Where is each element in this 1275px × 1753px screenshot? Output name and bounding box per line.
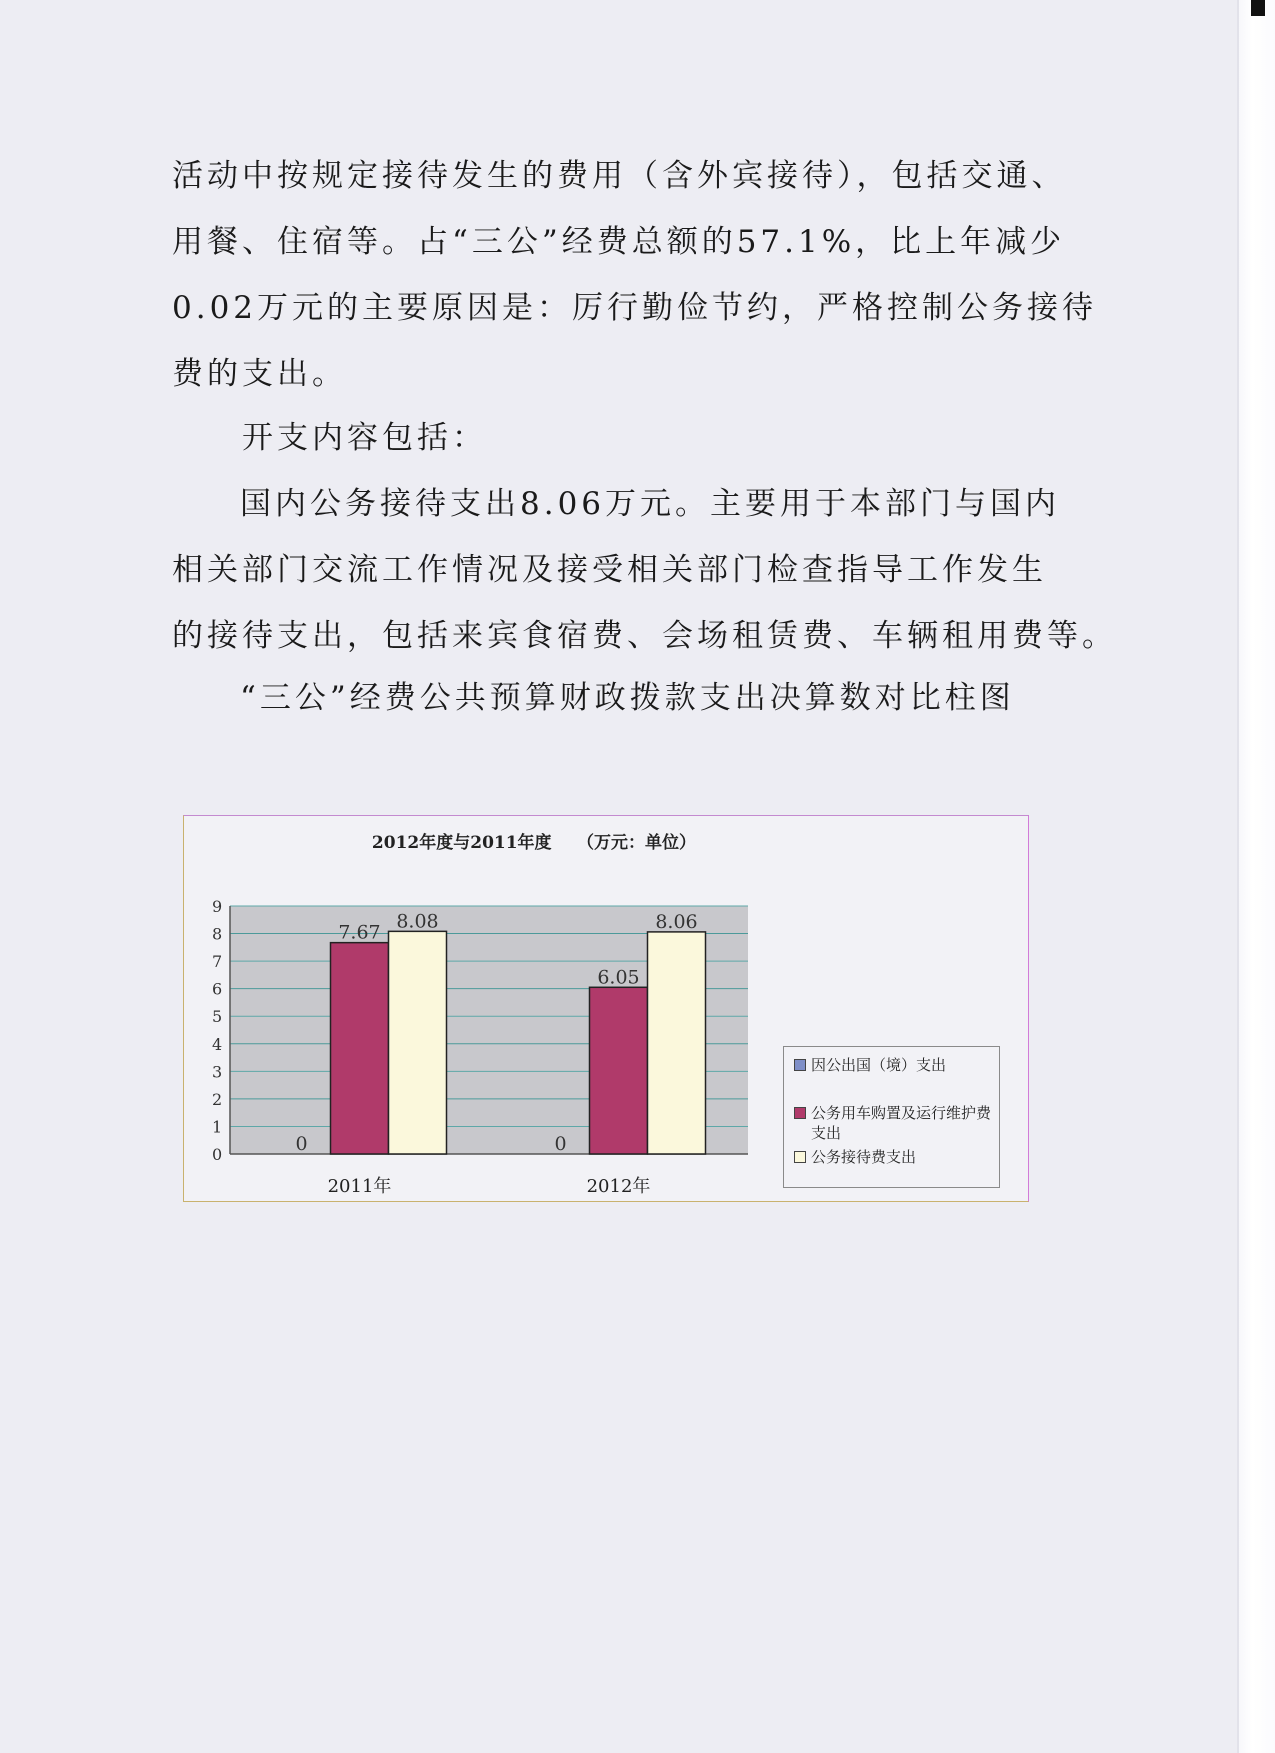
bar — [648, 932, 706, 1154]
legend-item — [794, 1103, 996, 1143]
bar-value-label: 7.67 — [338, 921, 381, 944]
legend-label: 因公出国（境）支出 — [811, 1056, 947, 1074]
paragraph-line: 0.02万元的主要原因是：厉行勤俭节约，严格控制公务接待 — [172, 290, 1098, 326]
scan-corner-mark — [1251, 0, 1265, 16]
y-tick-label: 8 — [212, 924, 223, 944]
y-tick-label: 9 — [212, 897, 223, 916]
legend-swatch-cream — [794, 1151, 806, 1163]
chart-title: 2012年度与2011年度 （万元：单位） — [371, 833, 697, 853]
legend-label: 公务接待费支出 — [811, 1148, 917, 1166]
paragraph-line: 活动中按规定接待发生的费用（含外宾接待），包括交通、 — [172, 158, 1067, 194]
bar-value-label: 0 — [295, 1133, 308, 1155]
chart-caption: “三公”经费公共预算财政拨款支出决算数对比柱图 — [240, 680, 1015, 716]
y-tick-label: 7 — [212, 952, 223, 972]
legend-item — [794, 1055, 996, 1075]
legend-swatch-blue — [794, 1059, 806, 1071]
legend-swatch-crimson — [794, 1107, 806, 1119]
paragraph-line: 相关部门交流工作情况及接受相关部门检查指导工作发生 — [172, 552, 1047, 588]
paragraph-line: 国内公务接待支出8.06万元。主要用于本部门与国内 — [240, 486, 1061, 522]
paragraph-line: 开支内容包括： — [242, 420, 487, 456]
chart-legend — [783, 1046, 1000, 1188]
x-category-label: 2011年 — [327, 1176, 392, 1197]
page-edge-line — [1237, 0, 1239, 1753]
bar-value-label: 8.08 — [396, 910, 439, 933]
bar-value-label: 0 — [554, 1133, 567, 1155]
y-tick-label: 4 — [212, 1034, 223, 1054]
chart — [183, 815, 1029, 1202]
bar-value-label: 8.06 — [655, 910, 698, 933]
y-tick-label: 6 — [212, 979, 223, 999]
y-tick-label: 2 — [212, 1089, 223, 1109]
y-tick-label: 0 — [212, 1145, 223, 1164]
y-tick-label: 3 — [212, 1062, 223, 1082]
paragraph-line: 费的支出。 — [172, 356, 347, 392]
legend-item — [794, 1147, 996, 1167]
x-category-label: 2012年 — [586, 1176, 651, 1197]
bar-value-label: 6.05 — [597, 966, 640, 989]
paragraph-line: 的接待支出，包括来宾食宿费、会场租赁费、车辆租用费等。 — [172, 618, 1117, 654]
y-tick-label: 1 — [212, 1117, 223, 1137]
paragraph-line: 用餐、住宿等。占“三公”经费总额的57.1%，比上年减少 — [172, 224, 1066, 260]
page-edge — [1237, 0, 1275, 1753]
y-tick-label: 5 — [212, 1007, 223, 1027]
legend-label: 公务用车购置及运行维护费支出 — [811, 1104, 992, 1142]
bar — [590, 987, 648, 1154]
bar — [331, 943, 389, 1154]
bar — [389, 931, 447, 1154]
